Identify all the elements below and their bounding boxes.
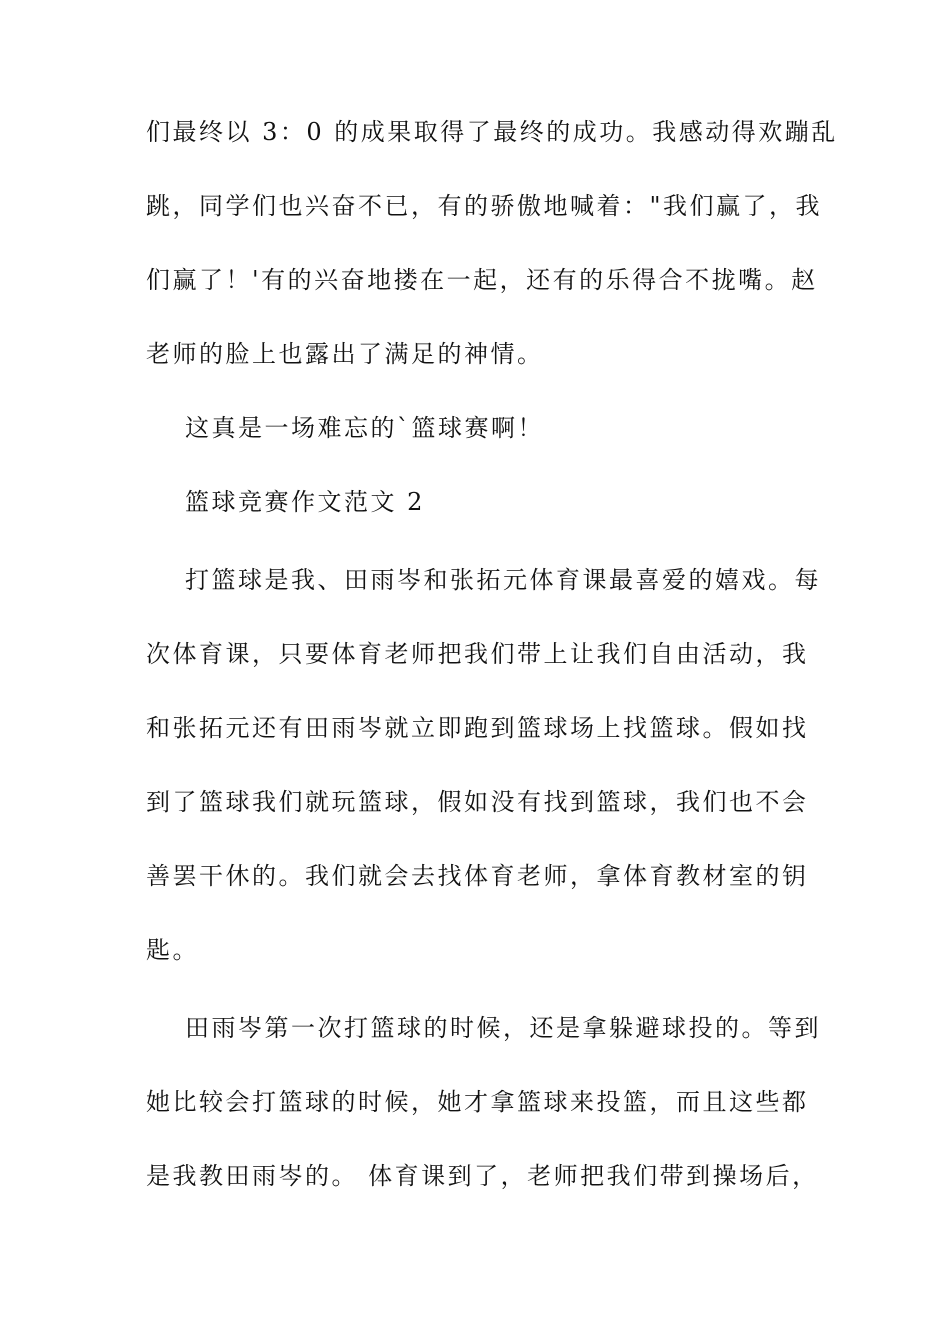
text-line: 这真是一场难忘的`篮球赛啊！ (185, 414, 544, 442)
text-line: 和张拓元还有田雨岑就立即跑到篮球场上找篮球。假如找 (146, 714, 809, 742)
section-heading: 篮球竞赛作文范文 2 (185, 488, 425, 516)
text-line: 老师的脸上也露出了满足的神情。 (146, 340, 544, 368)
text-line: 善罢干休的。我们就会去找体育老师，拿体育教材室的钥 (146, 862, 809, 890)
text-line: 匙。 (146, 936, 199, 964)
text-line: 她比较会打篮球的时候，她才拿篮球来投篮，而且这些都 (146, 1088, 809, 1116)
text-line: 是我教田雨岑的。 体育课到了，老师把我们带到操场后， (146, 1162, 819, 1190)
text-line: 到了篮球我们就玩篮球，假如没有找到篮球，我们也不会 (146, 788, 809, 816)
text-line: 田雨岑第一次打篮球的时候，还是拿躲避球投的。等到 (185, 1014, 821, 1042)
text-line: 跳，同学们也兴奋不已，有的骄傲地喊着："我们赢了，我 (146, 192, 823, 220)
text-line: 们赢了！'有的兴奋地搂在一起，还有的乐得合不拢嘴。赵 (146, 266, 818, 294)
text-line: 打篮球是我、田雨岑和张拓元体育课最喜爱的嬉戏。每 (185, 566, 821, 594)
text-line: 们最终以 3：0 的成果取得了最终的成功。我感动得欢蹦乱 (146, 118, 838, 146)
text-line: 次体育课，只要体育老师把我们带上让我们自由活动，我 (146, 640, 809, 668)
